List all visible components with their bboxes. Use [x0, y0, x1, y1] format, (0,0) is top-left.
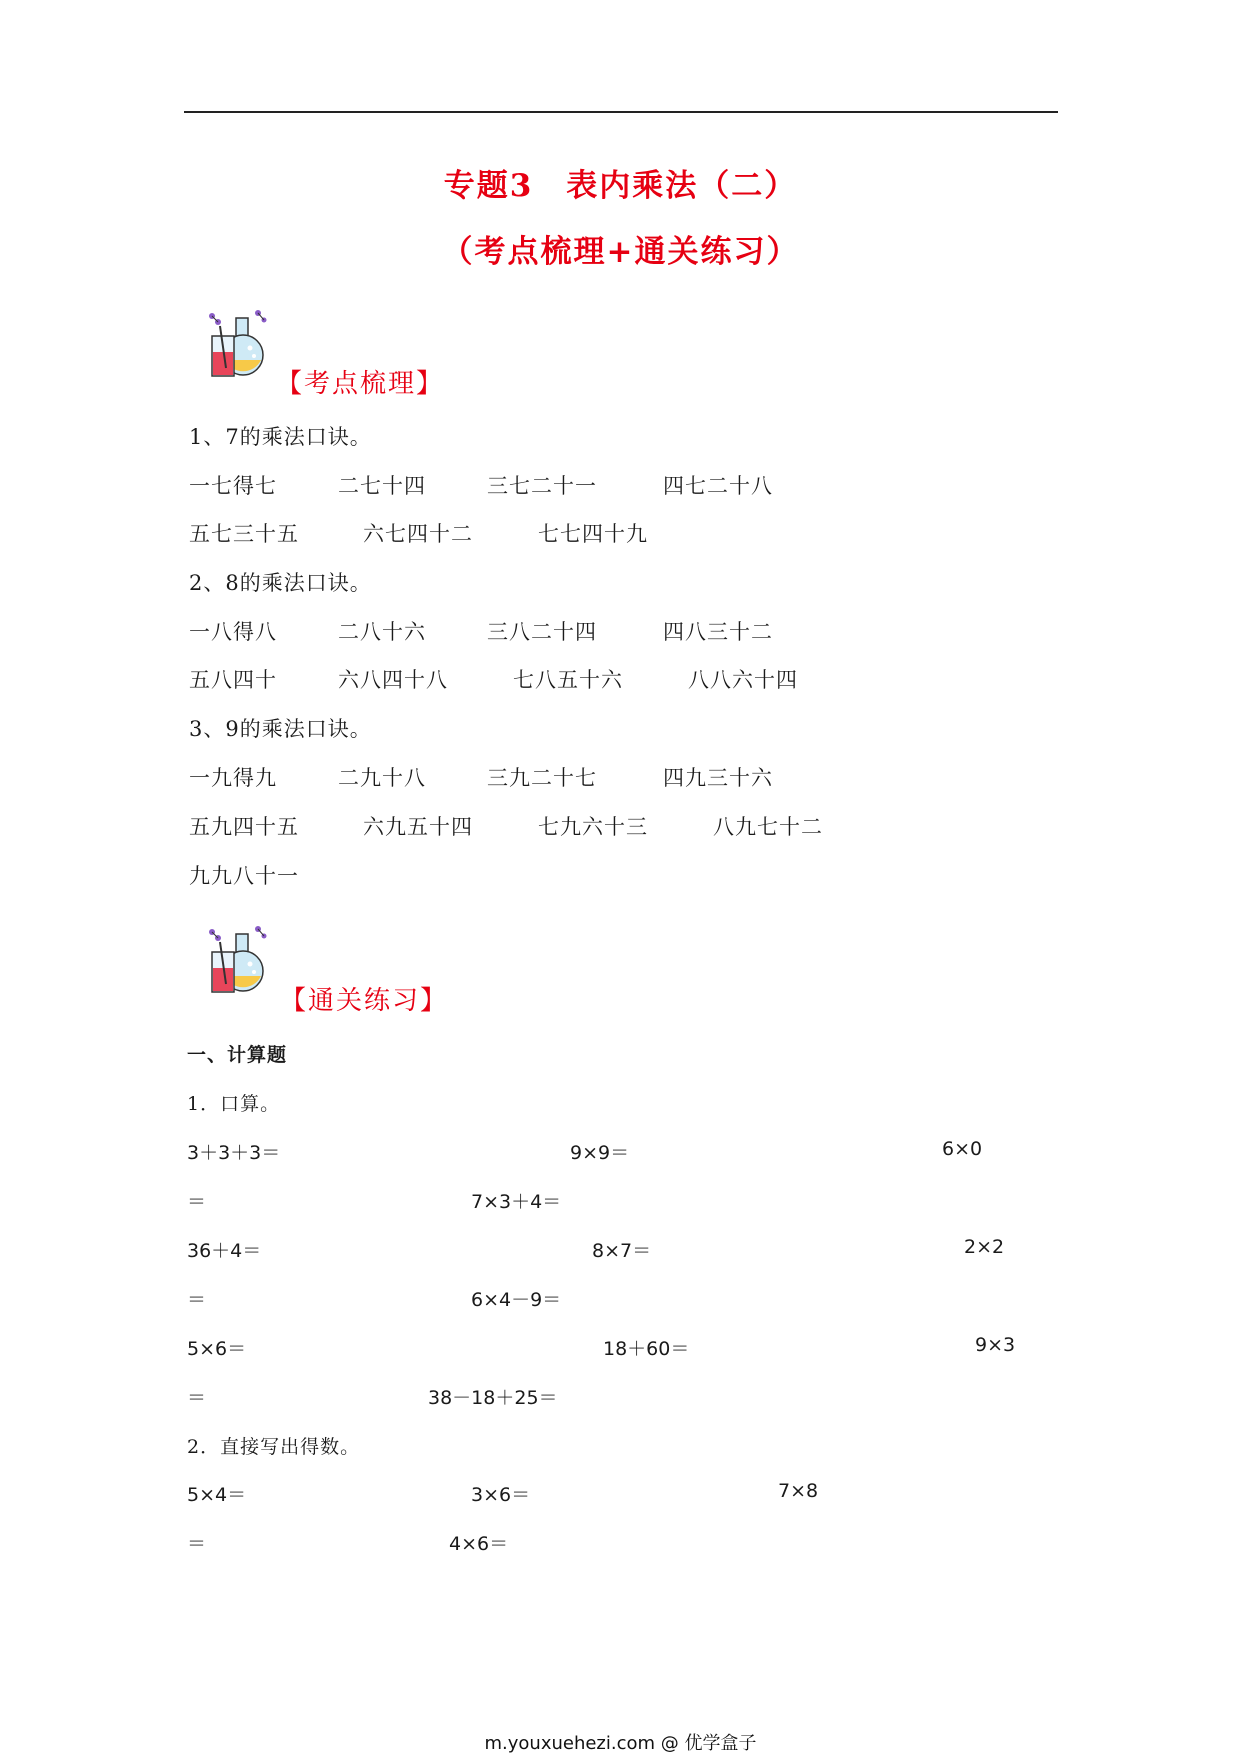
rhyme: 八九七十二 — [713, 815, 823, 839]
rhyme: 三八二十四 — [487, 620, 597, 644]
problem: 7×8 — [778, 1480, 819, 1502]
question-1-label: 1．口算。 — [187, 1093, 281, 1115]
problem: ＝ — [187, 1533, 207, 1555]
header-rule — [184, 111, 1058, 113]
times-9-label: 3、9的乘法口诀。 — [189, 717, 372, 741]
problem: 4×6＝ — [449, 1533, 509, 1555]
rhyme: 三九二十七 — [487, 766, 597, 790]
rhyme: 五九四十五 — [189, 815, 299, 839]
rhyme: 八八六十四 — [688, 668, 798, 692]
problem: 38－18＋25＝ — [428, 1387, 558, 1409]
rhyme: 六九五十四 — [363, 815, 473, 839]
lab-flask-icon — [206, 924, 270, 1000]
page-title: 专题3 表内乘法（二） — [443, 168, 798, 204]
problem: 8×7＝ — [592, 1240, 652, 1262]
times-7-label: 1、7的乘法口诀。 — [189, 425, 372, 449]
rhyme: 二八十六 — [338, 620, 426, 644]
rhyme: 九九八十一 — [189, 864, 299, 888]
problem: 18＋60＝ — [603, 1338, 690, 1360]
rhyme: 七九六十三 — [538, 815, 648, 839]
problem: 9×3 — [975, 1334, 1016, 1356]
problem: ＝ — [187, 1289, 207, 1311]
footer-watermark: m.youxuehezi.com @ 优学盒子 — [484, 1733, 757, 1754]
problem: 3×6＝ — [471, 1484, 531, 1506]
rhyme: 一九得九 — [189, 766, 277, 790]
part-title: 一、计算题 — [187, 1044, 288, 1066]
rhyme: 七八五十六 — [513, 668, 623, 692]
problem: 3＋3＋3＝ — [187, 1142, 281, 1164]
lab-flask-icon — [206, 308, 270, 384]
problem: ＝ — [187, 1387, 207, 1409]
problem: 2×2 — [964, 1236, 1005, 1258]
rhyme: 一八得八 — [189, 620, 277, 644]
problem: 6×4－9＝ — [471, 1289, 562, 1311]
rhyme: 六八四十八 — [338, 668, 448, 692]
rhyme: 五七三十五 — [189, 522, 299, 546]
question-2-label: 2．直接写出得数。 — [187, 1436, 361, 1458]
rhyme: 六七四十二 — [363, 522, 473, 546]
section-heading-summary: 【考点梳理】 — [276, 369, 445, 399]
rhyme: 四九三十六 — [663, 766, 773, 790]
problem: 36＋4＝ — [187, 1240, 262, 1262]
rhyme: 七七四十九 — [538, 522, 648, 546]
rhyme: 二七十四 — [338, 474, 426, 498]
page-subtitle: （考点梳理+通关练习） — [441, 234, 800, 270]
rhyme: 一七得七 — [189, 474, 277, 498]
problem: 5×6＝ — [187, 1338, 247, 1360]
section-heading-practice: 【通关练习】 — [280, 986, 449, 1016]
rhyme: 四七二十八 — [663, 474, 773, 498]
problem: 6×0 — [942, 1138, 983, 1160]
rhyme: 四八三十二 — [663, 620, 773, 644]
rhyme: 二九十八 — [338, 766, 426, 790]
problem: ＝ — [187, 1191, 207, 1213]
problem: 9×9＝ — [570, 1142, 630, 1164]
times-8-label: 2、8的乘法口诀。 — [189, 571, 372, 595]
rhyme: 五八四十 — [189, 668, 277, 692]
rhyme: 三七二十一 — [487, 474, 597, 498]
problem: 5×4＝ — [187, 1484, 247, 1506]
problem: 7×3＋4＝ — [471, 1191, 562, 1213]
